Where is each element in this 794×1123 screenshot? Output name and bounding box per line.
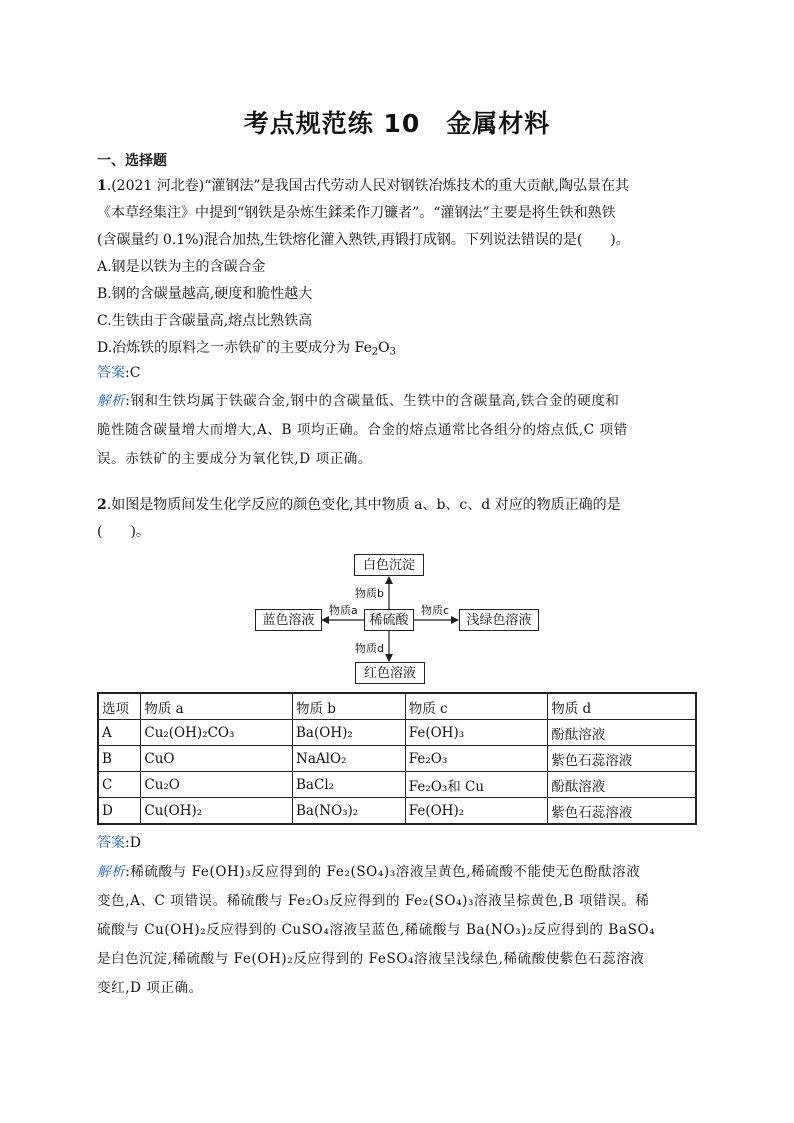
table-cell: Ba(NO₃)₂ bbox=[293, 798, 406, 825]
table-cell: B bbox=[98, 746, 141, 772]
table-cell: Fe(OH)₃ bbox=[405, 720, 548, 746]
question-2-analysis-line: 变色,A、C 项错误。稀硫酸与 Fe₂O₃反应得到的 Fe₂(SO₄)₃溶液呈棕黄色,B 项错误。稀 bbox=[97, 893, 650, 909]
table-cell: A bbox=[98, 720, 141, 746]
question-1-stem-line: 1.(2021 河北卷)“灌钢法”是我国古代劳动人民对钢铁冶炼技术的重大贡献,陶弘景在其 bbox=[97, 178, 629, 194]
table-row bbox=[98, 772, 696, 798]
question-1-analysis-line: 误。赤铁矿的主要成分为氧化铁,D 项正确。 bbox=[97, 451, 373, 467]
question-1-stem-line: (含碳量约 0.1%)混合加热,生铁熔化灌入熟铁,再锻打成钢。下列说法错误的是( )。 bbox=[97, 232, 630, 248]
box-dilute-sulfuric-acid: 稀硫酸 bbox=[364, 609, 414, 631]
table-header-cell: 物质 c bbox=[405, 693, 548, 720]
question-1 bbox=[97, 173, 697, 474]
label-substance-b: 物质b bbox=[355, 587, 384, 600]
table-cell: D bbox=[98, 798, 141, 825]
table-header-cell: 物质 b bbox=[293, 693, 406, 720]
label-substance-c: 物质c bbox=[421, 604, 450, 617]
table-cell: 酚酞溶液 bbox=[548, 720, 696, 746]
question-2-solution bbox=[97, 832, 697, 1003]
table-cell: C bbox=[98, 772, 141, 798]
question-1-answer: 答案:C bbox=[97, 365, 141, 381]
table-cell: 酚酞溶液 bbox=[548, 772, 696, 798]
box-red-solution: 红色溶液 bbox=[355, 662, 425, 684]
question-2-number: 2 bbox=[97, 497, 107, 513]
label-substance-a: 物质a bbox=[329, 604, 358, 617]
table-row bbox=[98, 798, 696, 825]
table-cell: Cu₂(OH)₂CO₃ bbox=[141, 720, 293, 746]
table-cell: Cu₂O bbox=[141, 772, 293, 798]
section-heading: 一、选择题 bbox=[97, 153, 167, 169]
table-cell: Fe₂O₃和 Cu bbox=[405, 772, 548, 798]
table-cell: CuO bbox=[141, 746, 293, 772]
question-1-stem-line: 《本草经集注》中提到“钢铁是杂炼生鍒柔作刀镰者”。“灌钢法”主要是将生铁和熟铁 bbox=[97, 205, 616, 221]
table-header-row bbox=[98, 693, 696, 720]
question-1-number: 1 bbox=[97, 178, 107, 194]
table-cell: 紫色石蕊溶液 bbox=[548, 798, 696, 825]
page-title: 考点规范练 10 金属材料 bbox=[243, 109, 551, 138]
question-2 bbox=[97, 492, 697, 546]
table-cell: Fe(OH)₂ bbox=[405, 798, 548, 825]
question-1-option-d: D.冶炼铁的原料之一赤铁矿的主要成分为 $Fe_2O_3$ bbox=[97, 340, 396, 358]
label-substance-d: 物质d bbox=[355, 642, 384, 655]
question-2-analysis-line: 变红,D 项正确。 bbox=[97, 980, 203, 996]
table-cell: BaCl₂ bbox=[293, 772, 406, 798]
table-cell: NaAlO₂ bbox=[293, 746, 406, 772]
box-white-precipitate: 白色沉淀 bbox=[354, 554, 424, 576]
box-blue-solution: 蓝色溶液 bbox=[255, 609, 322, 631]
table-row bbox=[98, 720, 696, 746]
options-table bbox=[97, 692, 697, 825]
question-2-answer: 答案:D bbox=[97, 835, 141, 851]
table-header-cell: 选项 bbox=[98, 693, 141, 720]
table-cell: Cu(OH)₂ bbox=[141, 798, 293, 825]
box-light-green-solution: 浅绿色溶液 bbox=[459, 609, 539, 631]
question-1-option-b: B.钢的含碳量越高,硬度和脆性越大 bbox=[97, 286, 313, 302]
question-2-analysis-line: 硫酸与 Cu(OH)₂反应得到的 CuSO₄溶液呈蓝色,稀硫酸与 Ba(NO₃)₂反应得到的 BaSO₄ bbox=[97, 922, 656, 938]
table-cell: Fe₂O₃ bbox=[405, 746, 548, 772]
table-header-cell: 物质 a bbox=[141, 693, 293, 720]
question-2-analysis-line: 是白色沉淀,稀硫酸与 Fe(OH)₂反应得到的 FeSO₄溶液呈浅绿色,稀硫酸使紫色石蕊溶液 bbox=[97, 951, 645, 967]
question-1-analysis-line: 脆性随含碳量增大而增大,A、B 项均正确。合金的熔点通常比各组分的熔点低,C 项错 bbox=[97, 422, 628, 438]
question-1-option-a: A.钢是以铁为主的含碳合金 bbox=[97, 259, 266, 275]
table-cell: 紫色石蕊溶液 bbox=[548, 746, 696, 772]
question-2-stem-line: 2.如图是物质间发生化学反应的颜色变化,其中物质 a、b、c、d 对应的物质正确的是 bbox=[97, 497, 621, 513]
table-cell: Ba(OH)₂ bbox=[293, 720, 406, 746]
question-2-analysis: 解析:稀硫酸与 Fe(OH)₃反应得到的 Fe₂(SO₄)₃溶液呈黄色,稀硫酸不能使无色酚酞溶液 bbox=[97, 864, 641, 880]
question-1-analysis: 解析:钢和生铁均属于铁碳合金,钢中的含碳量低、生铁中的含碳量高,铁合金的硬度和 bbox=[97, 393, 620, 409]
question-2-stem-line: ( )。 bbox=[97, 524, 150, 540]
table-header-cell: 物质 d bbox=[548, 693, 696, 720]
question-1-option-c: C.生铁由于含碳量高,熔点比熟铁高 bbox=[97, 313, 313, 329]
table-row bbox=[98, 746, 696, 772]
